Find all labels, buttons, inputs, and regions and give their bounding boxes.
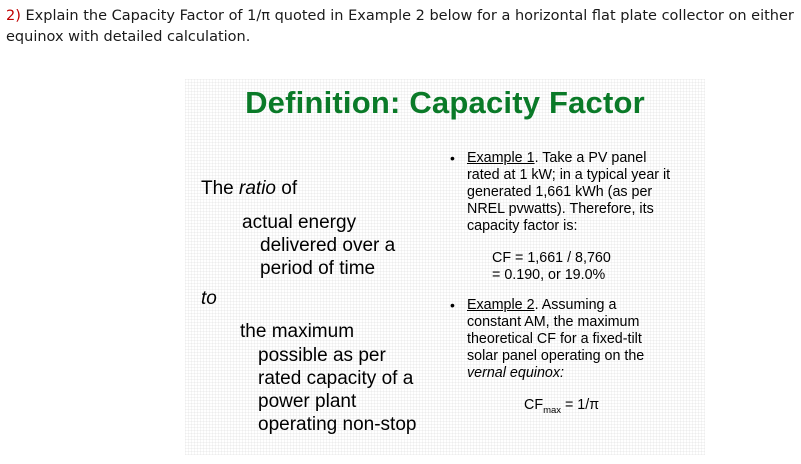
slide-title: Definition: Capacity Factor [245,85,645,120]
definition-to: to [201,288,217,309]
example-2-line-3: theoretical CF for a fixed-tilt [467,331,642,347]
question-line-1-text: Explain the Capacity Factor of 1/π quoted in Example 2 below for a horizontal flat plate collector on either [20,8,794,24]
example-1-equation-2: = 0.190, or 19.0% [492,267,606,283]
example-2-line-4: solar panel operating on the [467,348,645,364]
example-1-line-1-rest: . Take a PV panel [534,150,647,166]
example-1-bullet: • [450,150,455,166]
definition-max-2: possible as per [258,345,386,366]
example-2-line-1 [467,297,616,314]
question-line-2: equinox with detailed calculation. [6,29,251,45]
slide-image [185,79,705,455]
example-2-bullet: • [450,297,455,313]
definition-of: of [276,178,298,199]
definition-max-4: power plant [258,391,357,412]
example-2-line-5: vernal equinox: [467,365,564,381]
example-2-equation [524,397,599,415]
example-2-label: Example 2 [467,297,535,313]
example-1-label: Example 1 [467,150,535,166]
question-number: 2) [6,8,21,24]
definition-ratio-line [201,177,297,200]
example-1-equation-1: CF = 1,661 / 8,760 [492,250,611,266]
example-2-line-1-rest: . Assuming a [534,297,617,313]
definition-actual-3: period of time [260,258,376,279]
example-1-line-2: rated at 1 kW; in a typical year it [467,167,671,183]
question-line-1 [6,6,796,27]
definition-ratio: ratio [239,178,276,199]
example-1-line-5: capacity factor is: [467,218,578,234]
example-2-line-2: constant AM, the maximum [467,314,640,330]
question-text [6,6,796,48]
definition-max-5: operating non-stop [258,414,417,435]
example-1-line-1 [467,150,646,167]
example-1-line-3: generated 1,661 kWh (as per [467,184,653,200]
definition-actual-2: delivered over a [260,235,396,256]
definition-actual-1: actual energy [242,212,357,233]
definition-max-1: the maximum [240,321,355,342]
example-2-eq-sub: max [543,405,562,416]
definition-the: The [201,178,240,199]
example-2-eq-rest: = 1/π [561,397,600,413]
example-2-eq-cf: CF [524,397,544,413]
definition-max-3: rated capacity of a [258,368,414,389]
example-1-line-4: NREL pvwatts). Therefore, its [467,201,654,217]
